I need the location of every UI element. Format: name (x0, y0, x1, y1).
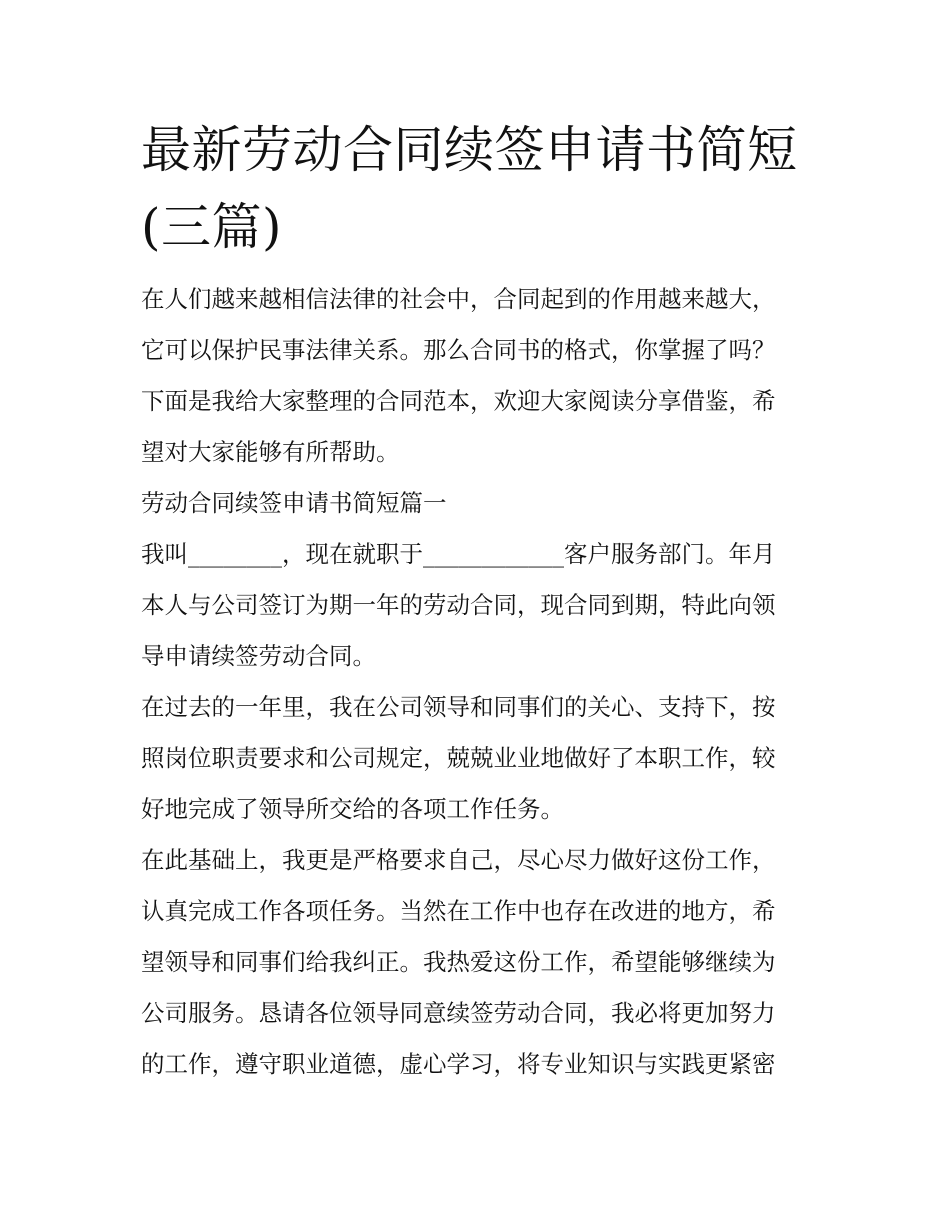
text-line: 公司服务。恳请各位领导同意续签劳动合同，我必将更加努力 (141, 999, 776, 1027)
text-line: 下面是我给大家整理的合同范本，欢迎大家阅读分享借鉴，希 (141, 387, 776, 415)
section-heading: 劳动合同续签申请书简短篇一 (141, 489, 447, 517)
text-line: 望领导和同事们给我纠正。我热爱这份工作，希望能够继续为 (141, 948, 776, 976)
document-body (141, 274, 821, 1090)
title-line: (三篇) (141, 198, 283, 256)
text-line: 它可以保护民事法律关系。那么合同书的格式，你掌握了吗？ (141, 336, 776, 364)
text-line: 的工作，遵守职业道德，虚心学习，将专业知识与实践更紧密 (141, 1050, 776, 1078)
text-line: 导申请续签劳动合同。 (141, 642, 376, 670)
text-line: 本人与公司签订为期一年的劳动合同，现合同到期，特此向领 (141, 591, 776, 619)
text-line: 好地完成了领导所交给的各项工作任务。 (141, 795, 564, 823)
document-title (141, 112, 821, 266)
text-line: 望对大家能够有所帮助。 (141, 438, 400, 466)
text-line: 照岗位职责要求和公司规定，兢兢业业地做好了本职工作，较 (141, 744, 776, 772)
text-line: 认真完成工作各项任务。当然在工作中也存在改进的地方，希 (141, 897, 776, 925)
text-line: 在人们越来越相信法律的社会中，合同起到的作用越来越大， (141, 285, 776, 313)
text-line: 我叫________，现在就职于____________客户服务部门。年月 (141, 540, 776, 568)
text-line: 在此基础上，我更是严格要求自己，尽心尽力做好这份工作， (141, 846, 776, 874)
title-line: 最新劳动合同续签申请书简短 (141, 121, 798, 179)
text-line: 在过去的一年里，我在公司领导和同事们的关心、支持下，按 (141, 693, 776, 721)
